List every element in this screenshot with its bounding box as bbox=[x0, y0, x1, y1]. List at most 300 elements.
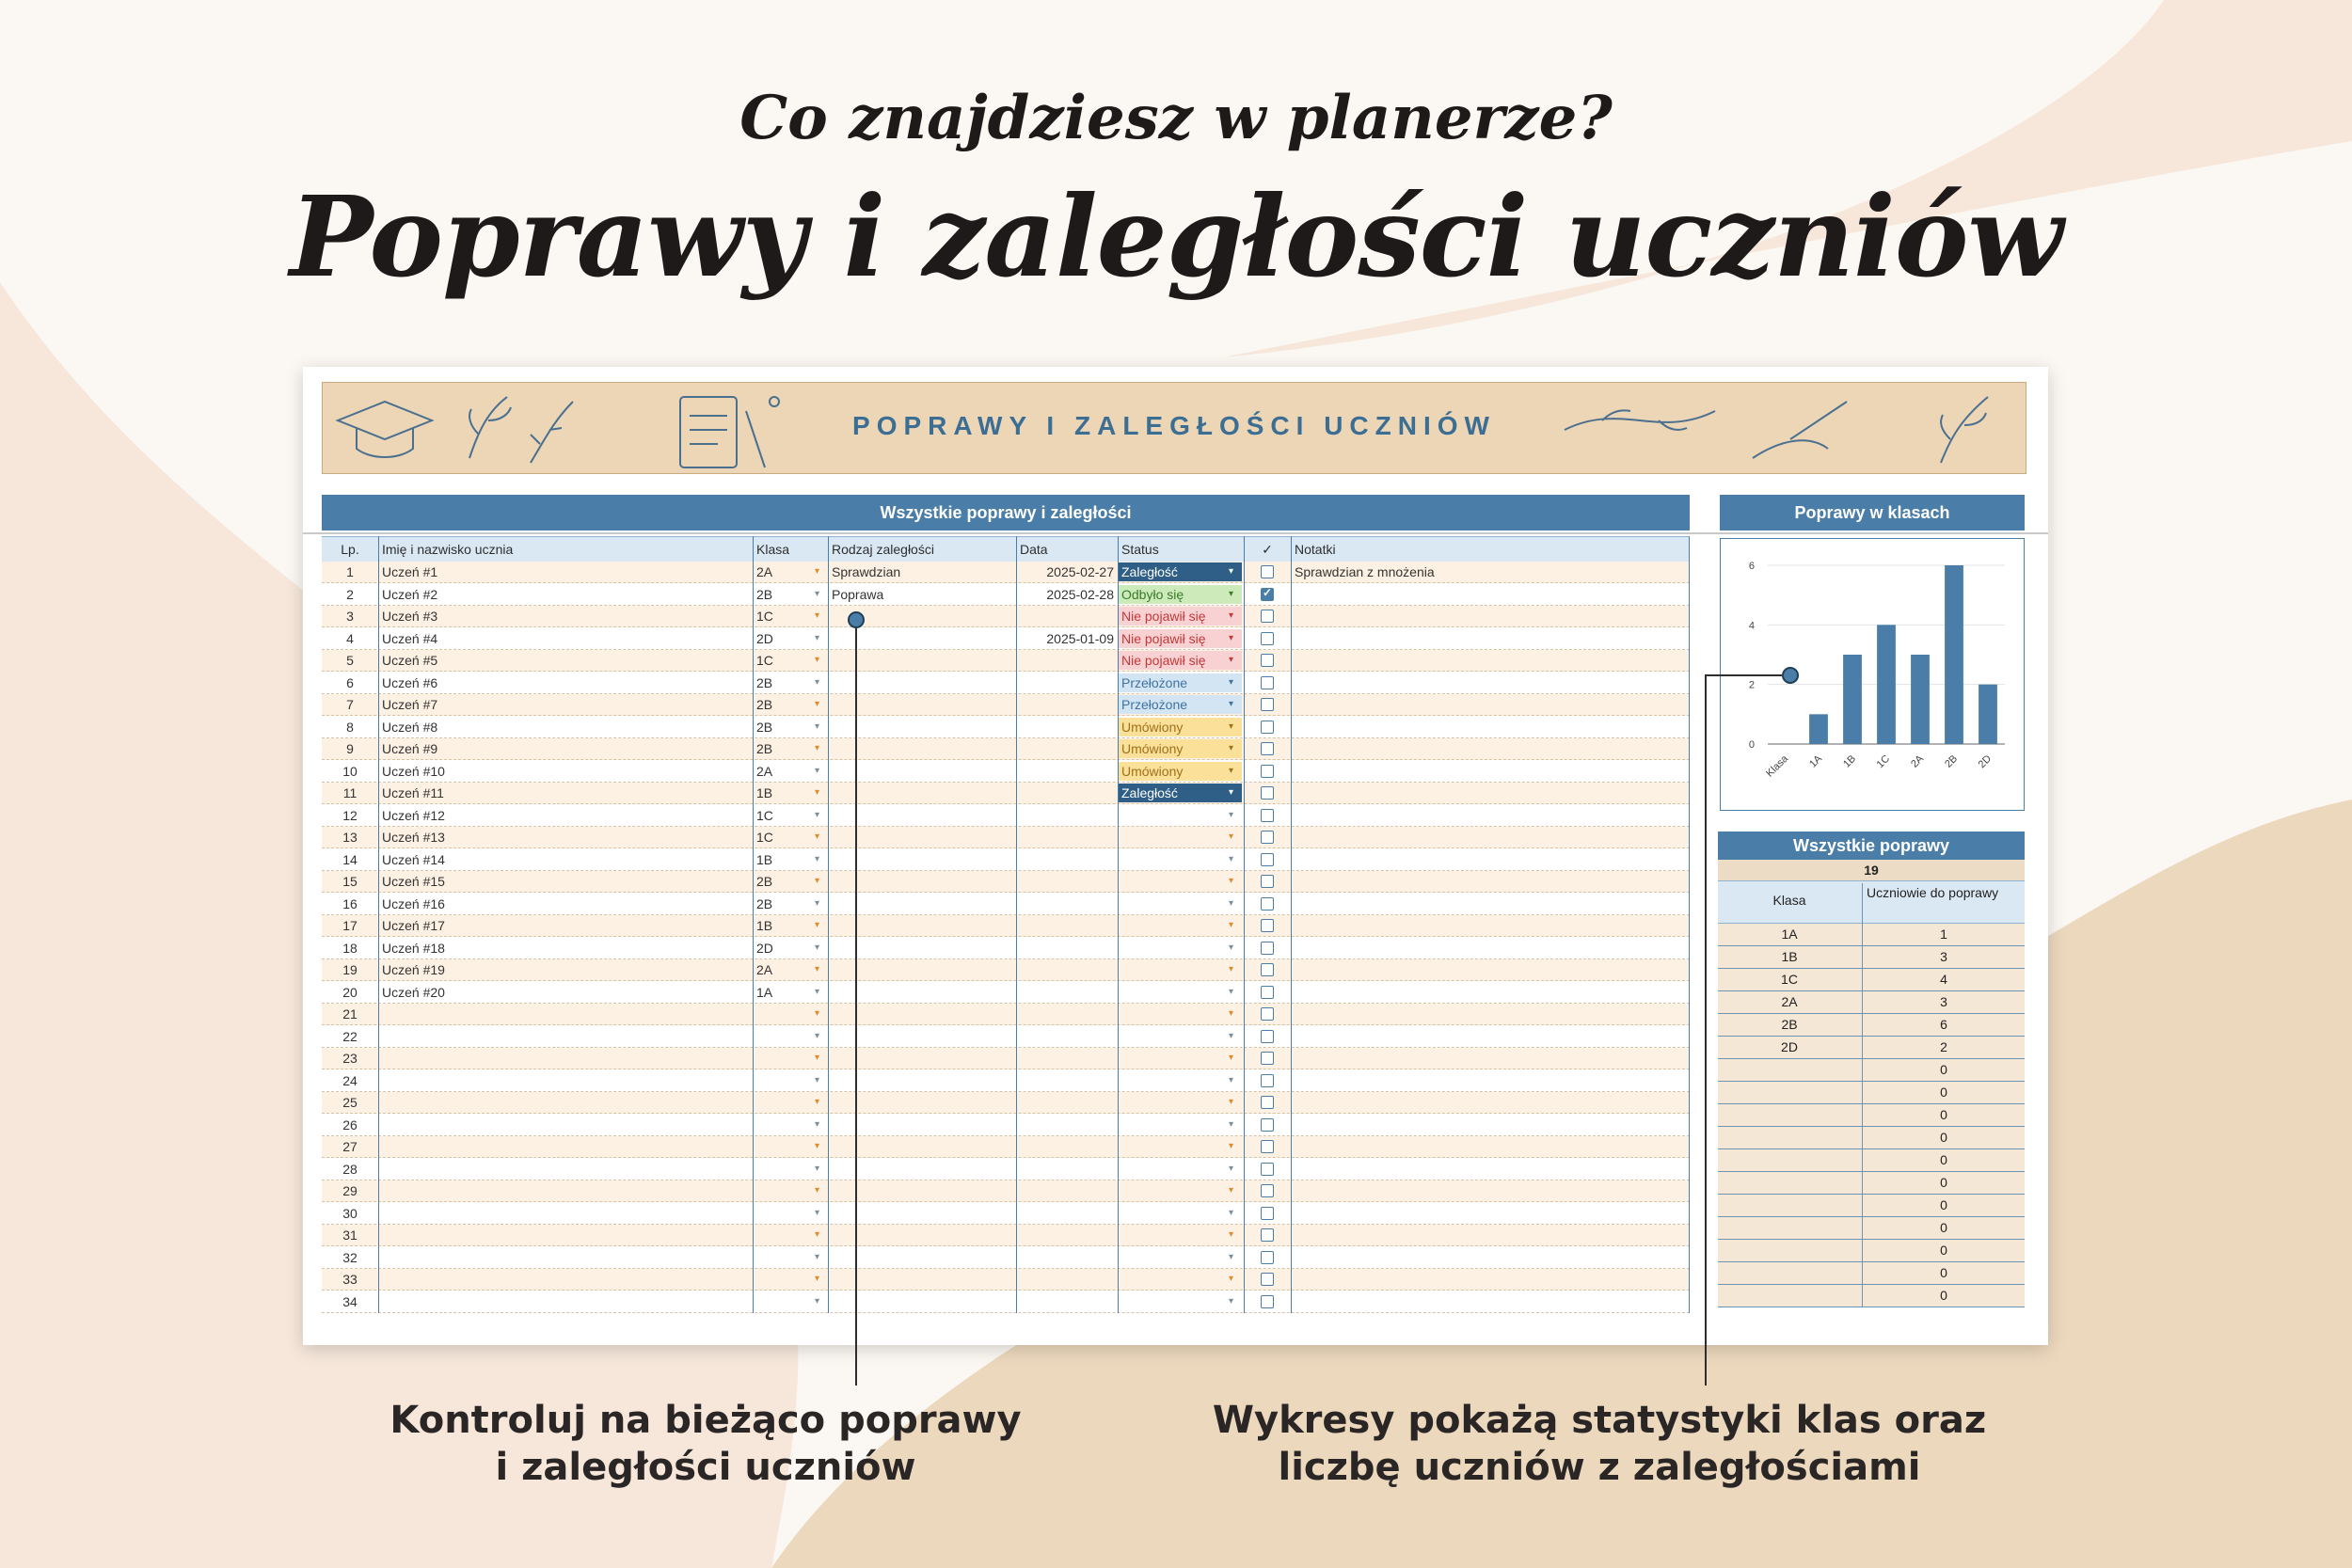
notes-cell[interactable] bbox=[1291, 1004, 1690, 1024]
status-dropdown[interactable]: Nie pojawił się bbox=[1118, 607, 1242, 626]
class-dropdown-arrow-icon[interactable]: ▾ bbox=[815, 1274, 820, 1284]
class-dropdown-arrow-icon[interactable]: ▾ bbox=[815, 986, 820, 997]
notes-cell[interactable] bbox=[1291, 827, 1690, 847]
class-dropdown-arrow-icon[interactable]: ▾ bbox=[815, 765, 820, 776]
class-dropdown-arrow-icon[interactable]: ▾ bbox=[815, 1141, 820, 1151]
table-row[interactable] bbox=[322, 628, 1690, 650]
status-dropdown[interactable]: Umówiony bbox=[1118, 718, 1242, 736]
status-dropdown[interactable]: Przełożone bbox=[1118, 673, 1242, 692]
table-row[interactable] bbox=[322, 562, 1690, 583]
class-cell[interactable] bbox=[753, 1269, 813, 1290]
class-cell[interactable]: 2B bbox=[756, 741, 773, 756]
student-name-cell[interactable] bbox=[378, 1203, 753, 1224]
date-cell[interactable] bbox=[1016, 982, 1118, 1003]
row-number[interactable]: 22 bbox=[342, 1028, 358, 1044]
class-cell[interactable]: 2B bbox=[756, 895, 773, 911]
table-row[interactable] bbox=[322, 1159, 1690, 1180]
table-row[interactable] bbox=[322, 1070, 1690, 1092]
class-cell[interactable]: 1C bbox=[756, 807, 773, 823]
done-checkbox[interactable] bbox=[1261, 942, 1274, 955]
notes-cell[interactable] bbox=[1291, 1115, 1690, 1135]
table-row[interactable] bbox=[322, 805, 1690, 827]
table-row[interactable] bbox=[322, 1115, 1690, 1136]
status-dropdown[interactable] bbox=[1118, 1005, 1242, 1023]
status-dropdown-arrow-icon[interactable]: ▾ bbox=[1229, 676, 1234, 688]
student-name-cell[interactable] bbox=[378, 1269, 753, 1290]
status-dropdown-arrow-icon[interactable]: ▾ bbox=[1229, 942, 1234, 953]
status-dropdown-arrow-icon[interactable]: ▾ bbox=[1229, 809, 1234, 820]
row-number[interactable]: 28 bbox=[342, 1161, 358, 1177]
status-dropdown-arrow-icon[interactable]: ▾ bbox=[1229, 964, 1234, 974]
status-dropdown-arrow-icon[interactable]: ▾ bbox=[1229, 1118, 1234, 1130]
date-cell[interactable] bbox=[1016, 1269, 1118, 1290]
status-dropdown[interactable]: Nie pojawił się bbox=[1118, 629, 1242, 648]
date-cell[interactable] bbox=[1016, 827, 1118, 847]
status-dropdown-arrow-icon[interactable]: ▾ bbox=[1229, 566, 1234, 577]
status-dropdown-arrow-icon[interactable]: ▾ bbox=[1229, 655, 1234, 665]
done-checkbox[interactable] bbox=[1261, 1163, 1274, 1176]
status-dropdown[interactable] bbox=[1118, 872, 1242, 891]
student-name-cell[interactable]: Uczeń #11 bbox=[382, 785, 444, 800]
class-cell[interactable] bbox=[753, 1225, 813, 1245]
notes-cell[interactable] bbox=[1291, 894, 1690, 914]
student-name-cell[interactable]: Uczeń #5 bbox=[382, 653, 438, 668]
notes-cell[interactable] bbox=[1291, 1048, 1690, 1069]
date-cell[interactable] bbox=[1016, 915, 1118, 936]
done-checkbox[interactable] bbox=[1261, 1030, 1274, 1043]
row-number[interactable]: 9 bbox=[346, 741, 354, 756]
done-checkbox[interactable] bbox=[1261, 1052, 1274, 1065]
status-dropdown[interactable] bbox=[1118, 1049, 1242, 1068]
student-name-cell[interactable] bbox=[378, 1004, 753, 1024]
row-number[interactable]: 12 bbox=[342, 807, 358, 823]
table-row[interactable] bbox=[322, 894, 1690, 915]
class-dropdown-arrow-icon[interactable]: ▾ bbox=[815, 1229, 820, 1240]
class-cell[interactable] bbox=[753, 1070, 813, 1091]
date-cell[interactable] bbox=[1016, 1115, 1118, 1135]
notes-cell[interactable] bbox=[1291, 1136, 1690, 1157]
row-number[interactable]: 6 bbox=[346, 674, 354, 690]
student-name-cell[interactable]: Uczeń #4 bbox=[382, 630, 438, 646]
class-cell[interactable] bbox=[753, 1136, 813, 1157]
done-checkbox[interactable] bbox=[1261, 1118, 1274, 1132]
status-dropdown[interactable] bbox=[1118, 983, 1242, 1002]
date-cell[interactable] bbox=[1016, 1291, 1118, 1312]
row-number[interactable]: 4 bbox=[346, 630, 354, 646]
done-checkbox[interactable] bbox=[1261, 588, 1274, 601]
class-cell[interactable]: 2A bbox=[756, 962, 773, 977]
done-checkbox[interactable] bbox=[1261, 853, 1274, 866]
notes-cell[interactable] bbox=[1291, 673, 1690, 693]
table-row[interactable] bbox=[322, 694, 1690, 716]
row-number[interactable]: 34 bbox=[342, 1293, 358, 1309]
date-cell[interactable] bbox=[1016, 694, 1118, 715]
class-dropdown-arrow-icon[interactable]: ▾ bbox=[815, 1008, 820, 1019]
type-cell[interactable]: Sprawdzian bbox=[832, 564, 901, 579]
notes-cell[interactable] bbox=[1291, 694, 1690, 715]
student-name-cell[interactable] bbox=[378, 1092, 753, 1113]
class-cell[interactable] bbox=[753, 1048, 813, 1069]
status-dropdown[interactable] bbox=[1118, 1071, 1242, 1090]
status-dropdown-arrow-icon[interactable]: ▾ bbox=[1229, 920, 1234, 930]
row-number[interactable]: 32 bbox=[342, 1249, 358, 1265]
class-cell[interactable]: 2D bbox=[756, 940, 773, 956]
class-dropdown-arrow-icon[interactable]: ▾ bbox=[815, 1163, 820, 1174]
status-dropdown[interactable] bbox=[1118, 1204, 1242, 1223]
status-dropdown[interactable] bbox=[1118, 916, 1242, 935]
table-row[interactable] bbox=[322, 938, 1690, 959]
table-row[interactable] bbox=[322, 1136, 1690, 1158]
status-dropdown[interactable] bbox=[1118, 850, 1242, 869]
class-dropdown-arrow-icon[interactable]: ▾ bbox=[815, 964, 820, 974]
class-dropdown-arrow-icon[interactable]: ▾ bbox=[815, 1251, 820, 1262]
notes-cell[interactable] bbox=[1291, 783, 1690, 803]
row-number[interactable]: 31 bbox=[342, 1227, 358, 1243]
class-cell[interactable] bbox=[753, 1159, 813, 1180]
table-row[interactable] bbox=[322, 1004, 1690, 1025]
date-cell[interactable]: 2025-01-09 bbox=[1046, 630, 1114, 646]
student-name-cell[interactable]: Uczeń #13 bbox=[382, 830, 445, 845]
status-dropdown[interactable]: Umówiony bbox=[1118, 739, 1242, 758]
table-row[interactable] bbox=[322, 673, 1690, 694]
class-dropdown-arrow-icon[interactable]: ▾ bbox=[815, 1097, 820, 1107]
student-name-cell[interactable]: Uczeń #17 bbox=[382, 918, 445, 933]
row-number[interactable]: 11 bbox=[342, 785, 358, 800]
status-dropdown[interactable] bbox=[1118, 1027, 1242, 1046]
student-name-cell[interactable] bbox=[378, 1159, 753, 1180]
done-checkbox[interactable] bbox=[1261, 632, 1274, 645]
status-dropdown[interactable] bbox=[1118, 1137, 1242, 1156]
notes-cell[interactable] bbox=[1291, 1026, 1690, 1047]
status-dropdown-arrow-icon[interactable]: ▾ bbox=[1229, 1097, 1234, 1107]
status-dropdown-arrow-icon[interactable]: ▾ bbox=[1229, 1008, 1234, 1019]
status-dropdown[interactable]: Zaległość bbox=[1118, 784, 1242, 802]
status-dropdown-arrow-icon[interactable]: ▾ bbox=[1229, 588, 1234, 599]
class-cell[interactable]: 2B bbox=[756, 674, 773, 690]
student-name-cell[interactable] bbox=[378, 1048, 753, 1069]
notes-cell[interactable] bbox=[1291, 959, 1690, 980]
row-number[interactable]: 14 bbox=[342, 851, 358, 867]
notes-cell[interactable] bbox=[1291, 584, 1690, 605]
class-dropdown-arrow-icon[interactable]: ▾ bbox=[815, 588, 820, 599]
status-dropdown[interactable] bbox=[1118, 828, 1242, 847]
status-dropdown[interactable]: Odbyło się bbox=[1118, 585, 1242, 604]
status-dropdown-arrow-icon[interactable]: ▾ bbox=[1229, 853, 1234, 864]
status-dropdown[interactable] bbox=[1118, 1248, 1242, 1267]
done-checkbox[interactable] bbox=[1261, 610, 1274, 623]
date-cell[interactable] bbox=[1016, 938, 1118, 958]
date-cell[interactable] bbox=[1016, 783, 1118, 803]
status-dropdown-arrow-icon[interactable]: ▾ bbox=[1229, 832, 1234, 842]
status-dropdown-arrow-icon[interactable]: ▾ bbox=[1229, 699, 1234, 709]
student-name-cell[interactable] bbox=[378, 1026, 753, 1047]
class-cell[interactable] bbox=[753, 1115, 813, 1135]
status-dropdown-arrow-icon[interactable]: ▾ bbox=[1229, 1274, 1234, 1284]
done-checkbox[interactable] bbox=[1261, 1273, 1274, 1286]
date-cell[interactable] bbox=[1016, 1180, 1118, 1201]
student-name-cell[interactable]: Uczeń #2 bbox=[382, 586, 438, 602]
row-number[interactable]: 7 bbox=[346, 697, 354, 712]
notes-cell[interactable] bbox=[1291, 628, 1690, 649]
done-checkbox[interactable] bbox=[1261, 1295, 1274, 1308]
class-dropdown-arrow-icon[interactable]: ▾ bbox=[815, 1185, 820, 1196]
row-number[interactable]: 30 bbox=[342, 1205, 358, 1221]
status-dropdown-arrow-icon[interactable]: ▾ bbox=[1229, 1030, 1234, 1041]
table-row[interactable] bbox=[322, 1269, 1690, 1291]
class-cell[interactable]: 2A bbox=[756, 564, 773, 579]
date-cell[interactable] bbox=[1016, 1136, 1118, 1157]
column-header[interactable]: Imię i nazwisko ucznia bbox=[382, 542, 514, 557]
status-dropdown-arrow-icon[interactable]: ▾ bbox=[1229, 1053, 1234, 1063]
status-dropdown[interactable] bbox=[1118, 1093, 1242, 1112]
class-cell[interactable] bbox=[753, 1026, 813, 1047]
status-dropdown-arrow-icon[interactable]: ▾ bbox=[1229, 787, 1234, 798]
table-row[interactable] bbox=[322, 982, 1690, 1004]
status-dropdown-arrow-icon[interactable]: ▾ bbox=[1229, 1229, 1234, 1240]
table-row[interactable] bbox=[322, 959, 1690, 981]
class-cell[interactable]: 2B bbox=[756, 874, 773, 889]
class-dropdown-arrow-icon[interactable]: ▾ bbox=[815, 676, 820, 688]
student-name-cell[interactable]: Uczeń #16 bbox=[382, 895, 445, 911]
status-dropdown-arrow-icon[interactable]: ▾ bbox=[1229, 632, 1234, 643]
row-number[interactable]: 33 bbox=[342, 1272, 358, 1287]
row-number[interactable]: 29 bbox=[342, 1183, 358, 1198]
status-dropdown[interactable]: Przełożone bbox=[1118, 695, 1242, 714]
row-number[interactable]: 27 bbox=[342, 1139, 358, 1154]
date-cell[interactable] bbox=[1016, 894, 1118, 914]
notes-cell[interactable] bbox=[1291, 1269, 1690, 1290]
row-number[interactable]: 3 bbox=[346, 609, 354, 624]
student-name-cell[interactable]: Uczeń #7 bbox=[382, 697, 438, 712]
table-row[interactable] bbox=[322, 761, 1690, 783]
column-header[interactable]: Klasa bbox=[756, 542, 790, 557]
date-cell[interactable] bbox=[1016, 1048, 1118, 1069]
done-checkbox[interactable] bbox=[1261, 698, 1274, 711]
date-cell[interactable] bbox=[1016, 871, 1118, 892]
column-header[interactable]: ✓ bbox=[1262, 542, 1273, 557]
done-checkbox[interactable] bbox=[1261, 919, 1274, 932]
notes-cell[interactable]: Sprawdzian z mnożenia bbox=[1295, 564, 1435, 579]
class-cell[interactable]: 1A bbox=[756, 984, 773, 1000]
class-dropdown-arrow-icon[interactable]: ▾ bbox=[815, 787, 820, 798]
done-checkbox[interactable] bbox=[1261, 1184, 1274, 1197]
column-header[interactable]: Data bbox=[1020, 542, 1048, 557]
notes-cell[interactable] bbox=[1291, 982, 1690, 1003]
class-cell[interactable]: 1B bbox=[756, 851, 773, 867]
student-name-cell[interactable]: Uczeń #12 bbox=[382, 807, 445, 823]
status-dropdown[interactable]: Zaległość bbox=[1118, 562, 1242, 581]
row-number[interactable]: 5 bbox=[346, 653, 354, 668]
date-cell[interactable] bbox=[1016, 1203, 1118, 1224]
done-checkbox[interactable] bbox=[1261, 986, 1274, 999]
student-name-cell[interactable] bbox=[378, 1291, 753, 1312]
notes-cell[interactable] bbox=[1291, 805, 1690, 826]
table-row[interactable] bbox=[322, 915, 1690, 937]
student-name-cell[interactable]: Uczeń #8 bbox=[382, 719, 438, 735]
notes-cell[interactable] bbox=[1291, 1070, 1690, 1091]
date-cell[interactable] bbox=[1016, 1092, 1118, 1113]
row-number[interactable]: 13 bbox=[342, 830, 358, 845]
table-row[interactable] bbox=[322, 1291, 1690, 1313]
class-cell[interactable] bbox=[753, 1180, 813, 1201]
table-row[interactable] bbox=[322, 1225, 1690, 1246]
table-row[interactable] bbox=[322, 738, 1690, 760]
class-cell[interactable]: 2A bbox=[756, 763, 773, 779]
date-cell[interactable]: 2025-02-27 bbox=[1046, 564, 1114, 579]
done-checkbox[interactable] bbox=[1261, 1007, 1274, 1021]
status-dropdown[interactable] bbox=[1118, 1116, 1242, 1134]
table-row[interactable] bbox=[322, 584, 1690, 606]
status-dropdown-arrow-icon[interactable]: ▾ bbox=[1229, 765, 1234, 776]
date-cell[interactable] bbox=[1016, 1247, 1118, 1268]
class-cell[interactable]: 2B bbox=[756, 719, 773, 735]
student-name-cell[interactable] bbox=[378, 1136, 753, 1157]
column-header[interactable]: Status bbox=[1121, 542, 1159, 557]
table-row[interactable] bbox=[322, 1203, 1690, 1225]
row-number[interactable]: 23 bbox=[342, 1051, 358, 1066]
student-name-cell[interactable] bbox=[378, 1225, 753, 1245]
notes-cell[interactable] bbox=[1291, 915, 1690, 936]
class-cell[interactable] bbox=[753, 1247, 813, 1268]
done-checkbox[interactable] bbox=[1261, 809, 1274, 822]
class-cell[interactable]: 1C bbox=[756, 830, 773, 845]
class-dropdown-arrow-icon[interactable]: ▾ bbox=[815, 699, 820, 709]
date-cell[interactable] bbox=[1016, 673, 1118, 693]
class-dropdown-arrow-icon[interactable]: ▾ bbox=[815, 566, 820, 577]
notes-cell[interactable] bbox=[1291, 1159, 1690, 1180]
done-checkbox[interactable] bbox=[1261, 963, 1274, 976]
row-number[interactable]: 17 bbox=[342, 918, 358, 933]
column-header[interactable]: Notatki bbox=[1295, 542, 1336, 557]
done-checkbox[interactable] bbox=[1261, 831, 1274, 844]
notes-cell[interactable] bbox=[1291, 606, 1690, 626]
status-dropdown[interactable] bbox=[1118, 960, 1242, 979]
status-dropdown-arrow-icon[interactable]: ▾ bbox=[1229, 1185, 1234, 1196]
date-cell[interactable] bbox=[1016, 717, 1118, 737]
notes-cell[interactable] bbox=[1291, 650, 1690, 671]
class-cell[interactable] bbox=[753, 1004, 813, 1024]
row-number[interactable]: 26 bbox=[342, 1117, 358, 1132]
row-number[interactable]: 19 bbox=[342, 962, 358, 977]
notes-cell[interactable] bbox=[1291, 1225, 1690, 1245]
status-dropdown[interactable] bbox=[1118, 1160, 1242, 1179]
column-header[interactable]: Lp. bbox=[341, 542, 359, 557]
row-number[interactable]: 21 bbox=[342, 1006, 358, 1022]
class-dropdown-arrow-icon[interactable]: ▾ bbox=[815, 1118, 820, 1130]
status-dropdown[interactable] bbox=[1118, 806, 1242, 825]
table-row[interactable] bbox=[322, 1180, 1690, 1202]
status-dropdown-arrow-icon[interactable]: ▾ bbox=[1229, 1163, 1234, 1174]
status-dropdown[interactable] bbox=[1118, 1181, 1242, 1200]
class-cell[interactable]: 1C bbox=[756, 609, 773, 624]
status-dropdown-arrow-icon[interactable]: ▾ bbox=[1229, 1207, 1234, 1218]
row-number[interactable]: 25 bbox=[342, 1095, 358, 1110]
class-dropdown-arrow-icon[interactable]: ▾ bbox=[815, 1074, 820, 1085]
row-number[interactable]: 10 bbox=[342, 763, 358, 779]
table-row[interactable] bbox=[322, 717, 1690, 738]
status-dropdown[interactable] bbox=[1118, 895, 1242, 913]
student-name-cell[interactable] bbox=[378, 1115, 753, 1135]
notes-cell[interactable] bbox=[1291, 1247, 1690, 1268]
done-checkbox[interactable] bbox=[1261, 721, 1274, 734]
row-number[interactable]: 15 bbox=[342, 874, 358, 889]
class-dropdown-arrow-icon[interactable]: ▾ bbox=[815, 853, 820, 864]
done-checkbox[interactable] bbox=[1261, 1074, 1274, 1087]
status-dropdown[interactable]: Nie pojawił się bbox=[1118, 651, 1242, 670]
notes-cell[interactable] bbox=[1291, 1180, 1690, 1201]
notes-cell[interactable] bbox=[1291, 1291, 1690, 1312]
done-checkbox[interactable] bbox=[1261, 742, 1274, 755]
student-name-cell[interactable] bbox=[378, 1180, 753, 1201]
status-dropdown-arrow-icon[interactable]: ▾ bbox=[1229, 1141, 1234, 1151]
class-dropdown-arrow-icon[interactable]: ▾ bbox=[815, 942, 820, 953]
table-row[interactable] bbox=[322, 1048, 1690, 1069]
status-dropdown[interactable] bbox=[1118, 1226, 1242, 1244]
row-number[interactable]: 24 bbox=[342, 1072, 358, 1088]
table-row[interactable] bbox=[322, 1092, 1690, 1114]
class-dropdown-arrow-icon[interactable]: ▾ bbox=[815, 1207, 820, 1218]
done-checkbox[interactable] bbox=[1261, 1228, 1274, 1242]
class-cell[interactable]: 2B bbox=[756, 586, 773, 602]
done-checkbox[interactable] bbox=[1261, 1207, 1274, 1220]
student-name-cell[interactable]: Uczeń #14 bbox=[382, 851, 445, 867]
class-dropdown-arrow-icon[interactable]: ▾ bbox=[815, 832, 820, 842]
date-cell[interactable] bbox=[1016, 650, 1118, 671]
date-cell[interactable]: 2025-02-28 bbox=[1046, 586, 1114, 602]
class-cell[interactable] bbox=[753, 1203, 813, 1224]
date-cell[interactable] bbox=[1016, 849, 1118, 870]
column-header[interactable]: Rodzaj zaległości bbox=[832, 542, 934, 557]
class-dropdown-arrow-icon[interactable]: ▾ bbox=[815, 743, 820, 753]
date-cell[interactable] bbox=[1016, 738, 1118, 759]
done-checkbox[interactable] bbox=[1261, 897, 1274, 911]
status-dropdown-arrow-icon[interactable]: ▾ bbox=[1229, 876, 1234, 886]
class-dropdown-arrow-icon[interactable]: ▾ bbox=[815, 1295, 820, 1307]
notes-cell[interactable] bbox=[1291, 938, 1690, 958]
done-checkbox[interactable] bbox=[1261, 875, 1274, 888]
row-number[interactable]: 1 bbox=[346, 564, 354, 579]
class-cell[interactable]: 1B bbox=[756, 785, 773, 800]
student-name-cell[interactable]: Uczeń #6 bbox=[382, 674, 438, 690]
notes-cell[interactable] bbox=[1291, 1092, 1690, 1113]
row-number[interactable]: 16 bbox=[342, 895, 358, 911]
status-dropdown-arrow-icon[interactable]: ▾ bbox=[1229, 1295, 1234, 1307]
notes-cell[interactable] bbox=[1291, 849, 1690, 870]
done-checkbox[interactable] bbox=[1261, 1140, 1274, 1153]
table-row[interactable] bbox=[322, 827, 1690, 848]
class-dropdown-arrow-icon[interactable]: ▾ bbox=[815, 1030, 820, 1041]
notes-cell[interactable] bbox=[1291, 1203, 1690, 1224]
student-name-cell[interactable] bbox=[378, 1070, 753, 1091]
date-cell[interactable] bbox=[1016, 761, 1118, 782]
student-name-cell[interactable]: Uczeń #3 bbox=[382, 609, 438, 624]
class-dropdown-arrow-icon[interactable]: ▾ bbox=[815, 1053, 820, 1063]
status-dropdown-arrow-icon[interactable]: ▾ bbox=[1229, 721, 1234, 732]
student-name-cell[interactable] bbox=[378, 1247, 753, 1268]
notes-cell[interactable] bbox=[1291, 717, 1690, 737]
date-cell[interactable] bbox=[1016, 805, 1118, 826]
status-dropdown-arrow-icon[interactable]: ▾ bbox=[1229, 1251, 1234, 1262]
done-checkbox[interactable] bbox=[1261, 1096, 1274, 1109]
row-number[interactable]: 2 bbox=[346, 586, 354, 602]
class-dropdown-arrow-icon[interactable]: ▾ bbox=[815, 655, 820, 665]
student-name-cell[interactable]: Uczeń #1 bbox=[382, 564, 438, 579]
class-cell[interactable]: 2D bbox=[756, 630, 773, 646]
done-checkbox[interactable] bbox=[1261, 654, 1274, 667]
class-dropdown-arrow-icon[interactable]: ▾ bbox=[815, 920, 820, 930]
notes-cell[interactable] bbox=[1291, 761, 1690, 782]
class-dropdown-arrow-icon[interactable]: ▾ bbox=[815, 897, 820, 909]
